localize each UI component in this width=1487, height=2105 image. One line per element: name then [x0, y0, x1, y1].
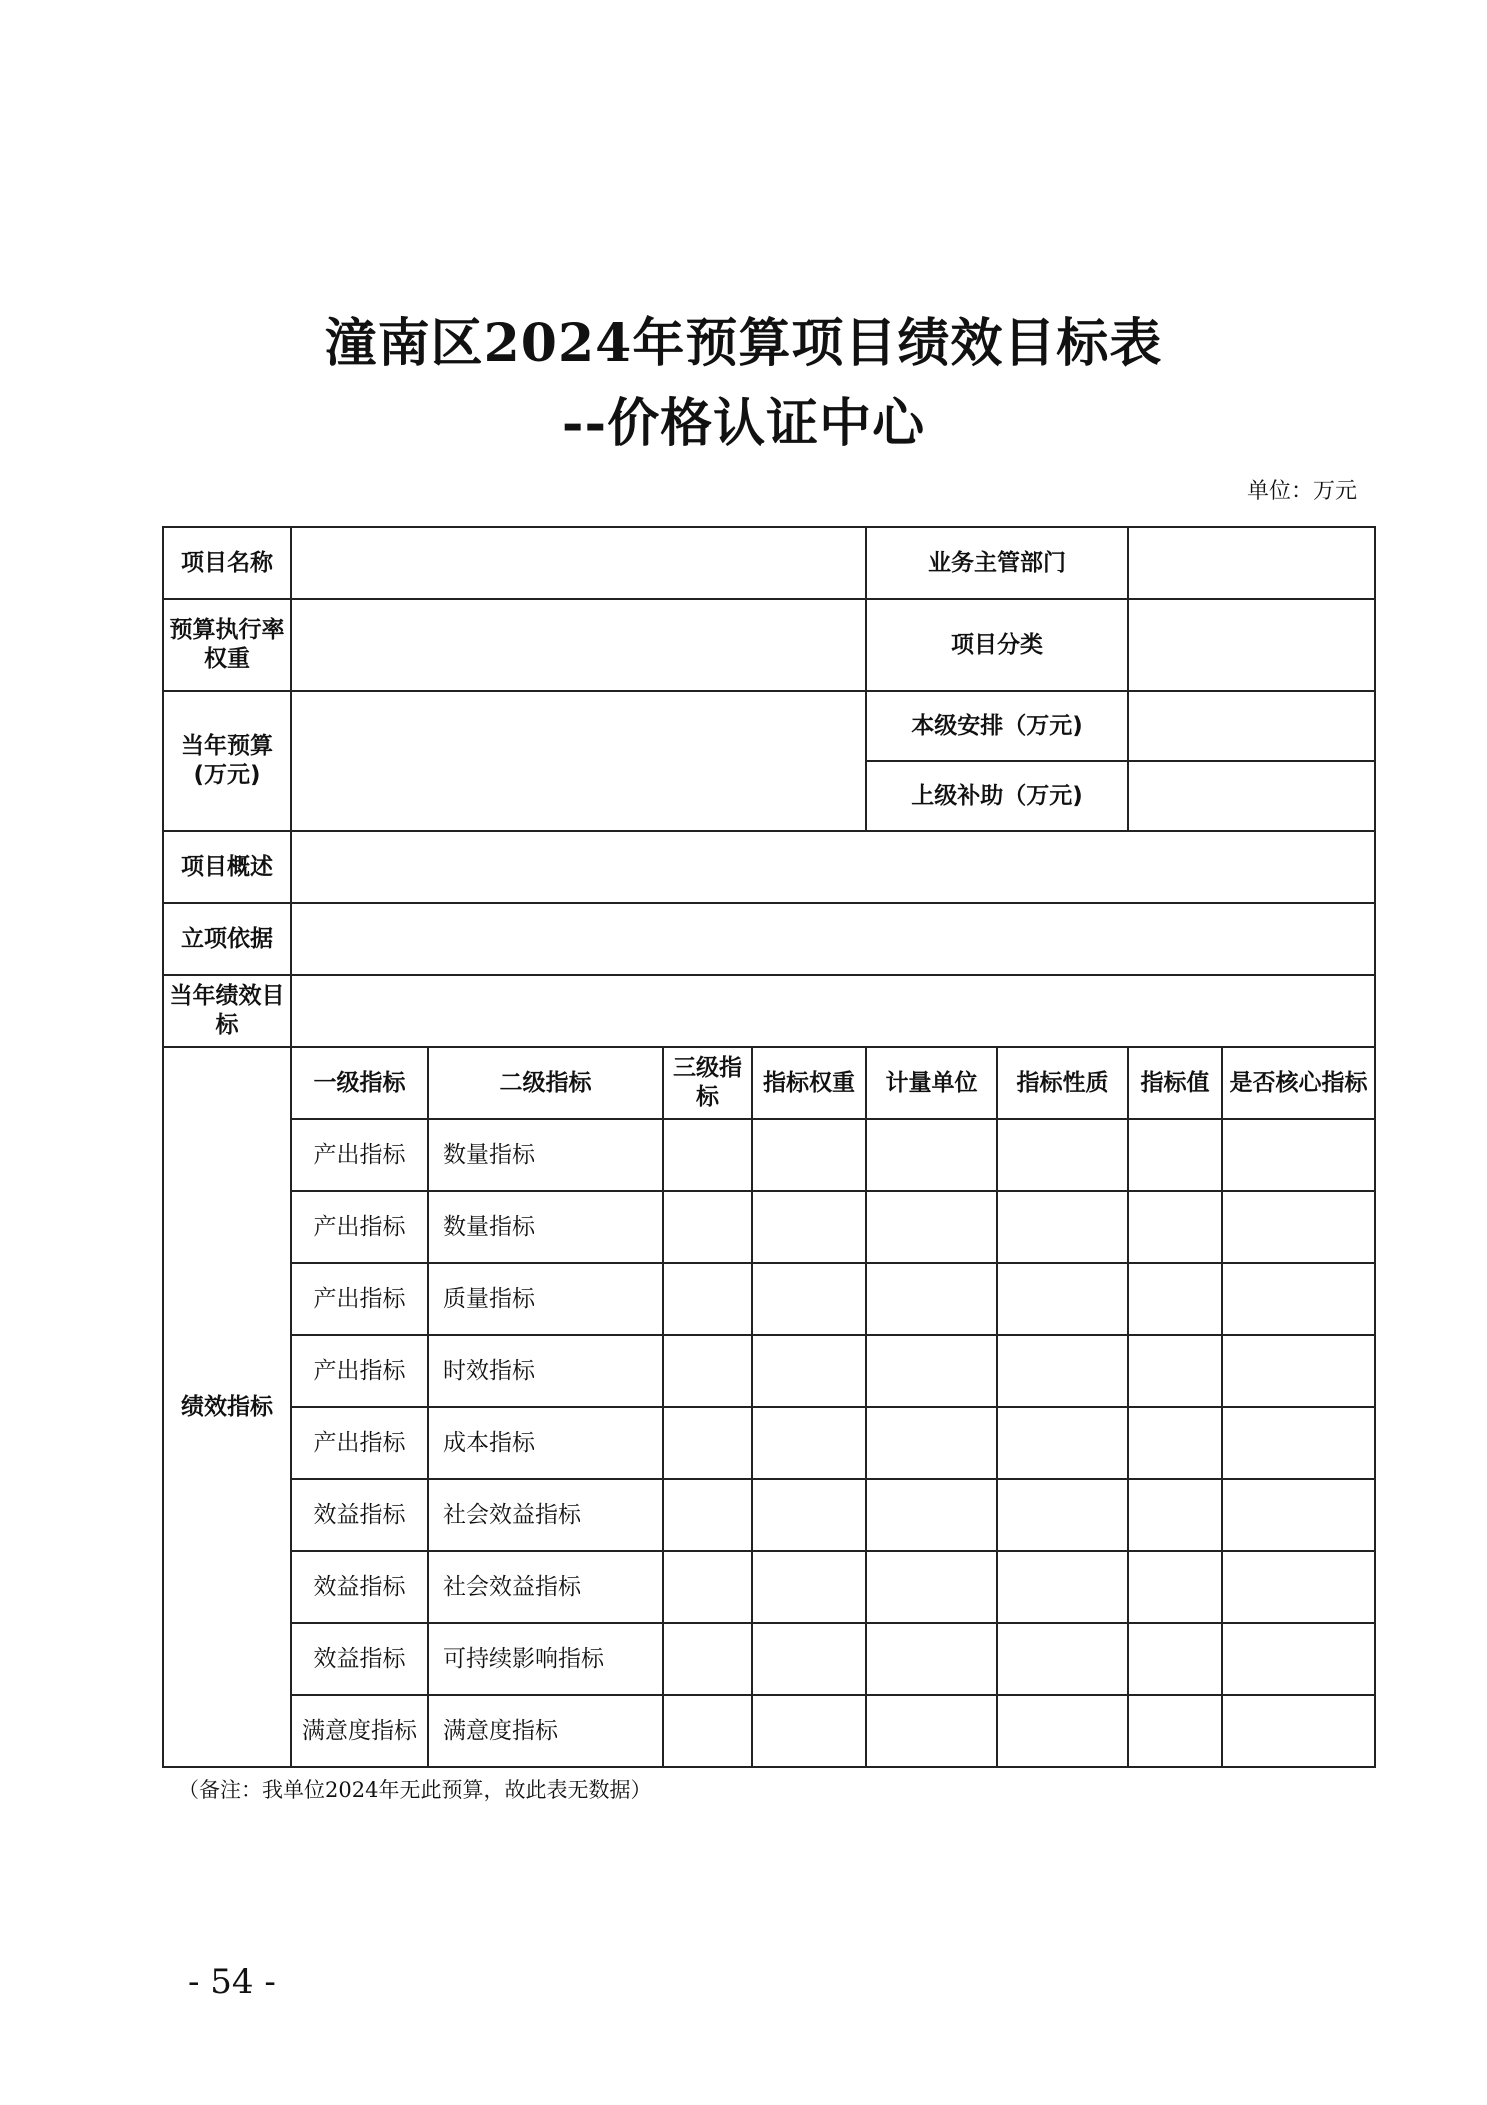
- indicator-row: [163, 1479, 1375, 1551]
- perf-indicator-label: 绩效指标: [163, 1047, 291, 1767]
- indicator-weight-cell[interactable]: [752, 1119, 866, 1191]
- local-budget-label: 本级安排（万元): [866, 691, 1128, 761]
- annual-goal-label: 当年绩效目标: [163, 975, 291, 1047]
- indicator-row: [163, 1407, 1375, 1479]
- indicator-core-cell[interactable]: [1222, 1407, 1375, 1479]
- header-level2: 二级指标: [428, 1047, 663, 1119]
- indicator-core-cell[interactable]: [1222, 1119, 1375, 1191]
- row-budget-local: [163, 691, 1375, 761]
- indicator-row: [163, 1551, 1375, 1623]
- indicator-weight-cell[interactable]: [752, 1695, 866, 1767]
- row-overview: [163, 831, 1375, 903]
- footnote: （备注：我单位2024年无此预算，故此表无数据）: [178, 1778, 652, 1802]
- indicator-level3-cell[interactable]: [663, 1407, 752, 1479]
- indicator-unit-cell[interactable]: [866, 1407, 997, 1479]
- page-subtitle: --价格认证中心: [561, 393, 926, 454]
- header-weight: 指标权重: [752, 1047, 866, 1119]
- rate-label: 预算执行率权重: [163, 599, 291, 691]
- indicator-value-cell[interactable]: [1128, 1407, 1222, 1479]
- indicator-level2: 时效指标: [428, 1335, 663, 1407]
- project-name-label: 项目名称: [163, 527, 291, 599]
- indicator-header-row: [163, 1047, 1375, 1119]
- indicator-level1: 产出指标: [291, 1407, 428, 1479]
- indicator-level3-cell[interactable]: [663, 1119, 752, 1191]
- dept-label: 业务主管部门: [866, 527, 1128, 599]
- indicator-unit-cell[interactable]: [866, 1119, 997, 1191]
- indicator-level1: 满意度指标: [291, 1695, 428, 1767]
- indicator-value-cell[interactable]: [1128, 1191, 1222, 1263]
- indicator-level1: 效益指标: [291, 1479, 428, 1551]
- indicator-row: [163, 1119, 1375, 1191]
- page-number: - 54 -: [188, 1962, 276, 2002]
- indicator-value-cell[interactable]: [1128, 1335, 1222, 1407]
- indicator-nature-cell[interactable]: [997, 1407, 1128, 1479]
- indicator-nature-cell[interactable]: [997, 1263, 1128, 1335]
- indicator-core-cell[interactable]: [1222, 1335, 1375, 1407]
- indicator-level1: 效益指标: [291, 1623, 428, 1695]
- rate-value[interactable]: [291, 599, 866, 691]
- indicator-level1: 产出指标: [291, 1263, 428, 1335]
- dept-value[interactable]: [1128, 527, 1375, 599]
- header-level3: 三级指标: [663, 1047, 752, 1119]
- indicator-nature-cell[interactable]: [997, 1479, 1128, 1551]
- indicator-row: [163, 1623, 1375, 1695]
- indicator-nature-cell[interactable]: [997, 1551, 1128, 1623]
- indicator-level3-cell[interactable]: [663, 1263, 752, 1335]
- indicator-core-cell[interactable]: [1222, 1551, 1375, 1623]
- indicator-nature-cell[interactable]: [997, 1623, 1128, 1695]
- upper-subsidy-value[interactable]: [1128, 761, 1375, 831]
- annual-goal-value[interactable]: [291, 975, 1375, 1047]
- indicator-weight-cell[interactable]: [752, 1263, 866, 1335]
- indicator-unit-cell[interactable]: [866, 1191, 997, 1263]
- indicator-nature-cell[interactable]: [997, 1191, 1128, 1263]
- indicator-value-cell[interactable]: [1128, 1695, 1222, 1767]
- indicator-core-cell[interactable]: [1222, 1695, 1375, 1767]
- indicator-level2: 社会效益指标: [428, 1551, 663, 1623]
- indicator-nature-cell[interactable]: [997, 1119, 1128, 1191]
- indicator-level2: 数量指标: [428, 1119, 663, 1191]
- indicator-unit-cell[interactable]: [866, 1695, 997, 1767]
- indicator-row: [163, 1191, 1375, 1263]
- indicator-nature-cell[interactable]: [997, 1695, 1128, 1767]
- indicator-row: [163, 1695, 1375, 1767]
- indicator-core-cell[interactable]: [1222, 1479, 1375, 1551]
- indicator-core-cell[interactable]: [1222, 1263, 1375, 1335]
- indicator-value-cell[interactable]: [1128, 1263, 1222, 1335]
- project-name-value[interactable]: [291, 527, 866, 599]
- indicator-unit-cell[interactable]: [866, 1335, 997, 1407]
- header-nature: 指标性质: [997, 1047, 1128, 1119]
- indicator-weight-cell[interactable]: [752, 1191, 866, 1263]
- row-execution-rate: [163, 599, 1375, 691]
- basis-label: 立项依据: [163, 903, 291, 975]
- indicator-level2: 满意度指标: [428, 1695, 663, 1767]
- indicator-level3-cell[interactable]: [663, 1623, 752, 1695]
- indicator-level2: 可持续影响指标: [428, 1623, 663, 1695]
- row-basis: [163, 903, 1375, 975]
- indicator-level2: 成本指标: [428, 1407, 663, 1479]
- header-unit: 计量单位: [866, 1047, 997, 1119]
- indicator-value-cell[interactable]: [1128, 1551, 1222, 1623]
- indicator-weight-cell[interactable]: [752, 1551, 866, 1623]
- indicator-level3-cell[interactable]: [663, 1191, 752, 1263]
- category-label: 项目分类: [866, 599, 1128, 691]
- indicator-level3-cell[interactable]: [663, 1479, 752, 1551]
- indicator-level1: 产出指标: [291, 1119, 428, 1191]
- indicator-nature-cell[interactable]: [997, 1335, 1128, 1407]
- category-value[interactable]: [1128, 599, 1375, 691]
- indicator-core-cell[interactable]: [1222, 1623, 1375, 1695]
- indicator-unit-cell[interactable]: [866, 1263, 997, 1335]
- indicator-weight-cell[interactable]: [752, 1479, 866, 1551]
- basis-value[interactable]: [291, 903, 1375, 975]
- header-value: 指标值: [1128, 1047, 1222, 1119]
- upper-subsidy-label: 上级补助（万元): [866, 761, 1128, 831]
- indicator-value-cell[interactable]: [1128, 1623, 1222, 1695]
- indicator-value-cell[interactable]: [1128, 1479, 1222, 1551]
- indicator-level3-cell[interactable]: [663, 1551, 752, 1623]
- indicator-level1: 效益指标: [291, 1551, 428, 1623]
- indicator-row: [163, 1263, 1375, 1335]
- header-level1: 一级指标: [291, 1047, 428, 1119]
- indicator-weight-cell[interactable]: [752, 1623, 866, 1695]
- indicator-unit-cell[interactable]: [866, 1479, 997, 1551]
- overview-value[interactable]: [291, 831, 1375, 903]
- header-core: 是否核心指标: [1222, 1047, 1375, 1119]
- indicator-level2: 数量指标: [428, 1191, 663, 1263]
- indicator-value-cell[interactable]: [1128, 1119, 1222, 1191]
- row-project-name: [163, 527, 1375, 599]
- indicator-row: [163, 1335, 1375, 1407]
- budget-label: 当年预算(万元): [163, 691, 291, 831]
- indicator-level2: 社会效益指标: [428, 1479, 663, 1551]
- indicator-weight-cell[interactable]: [752, 1335, 866, 1407]
- indicator-level1: 产出指标: [291, 1335, 428, 1407]
- page-title: 潼南区2024年预算项目绩效目标表: [324, 313, 1163, 374]
- row-annual-goal: [163, 975, 1375, 1047]
- indicator-unit-cell[interactable]: [866, 1551, 997, 1623]
- indicator-core-cell[interactable]: [1222, 1191, 1375, 1263]
- indicator-level2: 质量指标: [428, 1263, 663, 1335]
- indicator-unit-cell[interactable]: [866, 1623, 997, 1695]
- indicator-level3-cell[interactable]: [663, 1695, 752, 1767]
- performance-target-table: [162, 526, 1376, 1768]
- indicator-level3-cell[interactable]: [663, 1335, 752, 1407]
- local-budget-value[interactable]: [1128, 691, 1375, 761]
- overview-label: 项目概述: [163, 831, 291, 903]
- indicator-weight-cell[interactable]: [752, 1407, 866, 1479]
- unit-label: 单位：万元: [1246, 479, 1357, 504]
- budget-value[interactable]: [291, 691, 866, 831]
- indicator-level1: 产出指标: [291, 1191, 428, 1263]
